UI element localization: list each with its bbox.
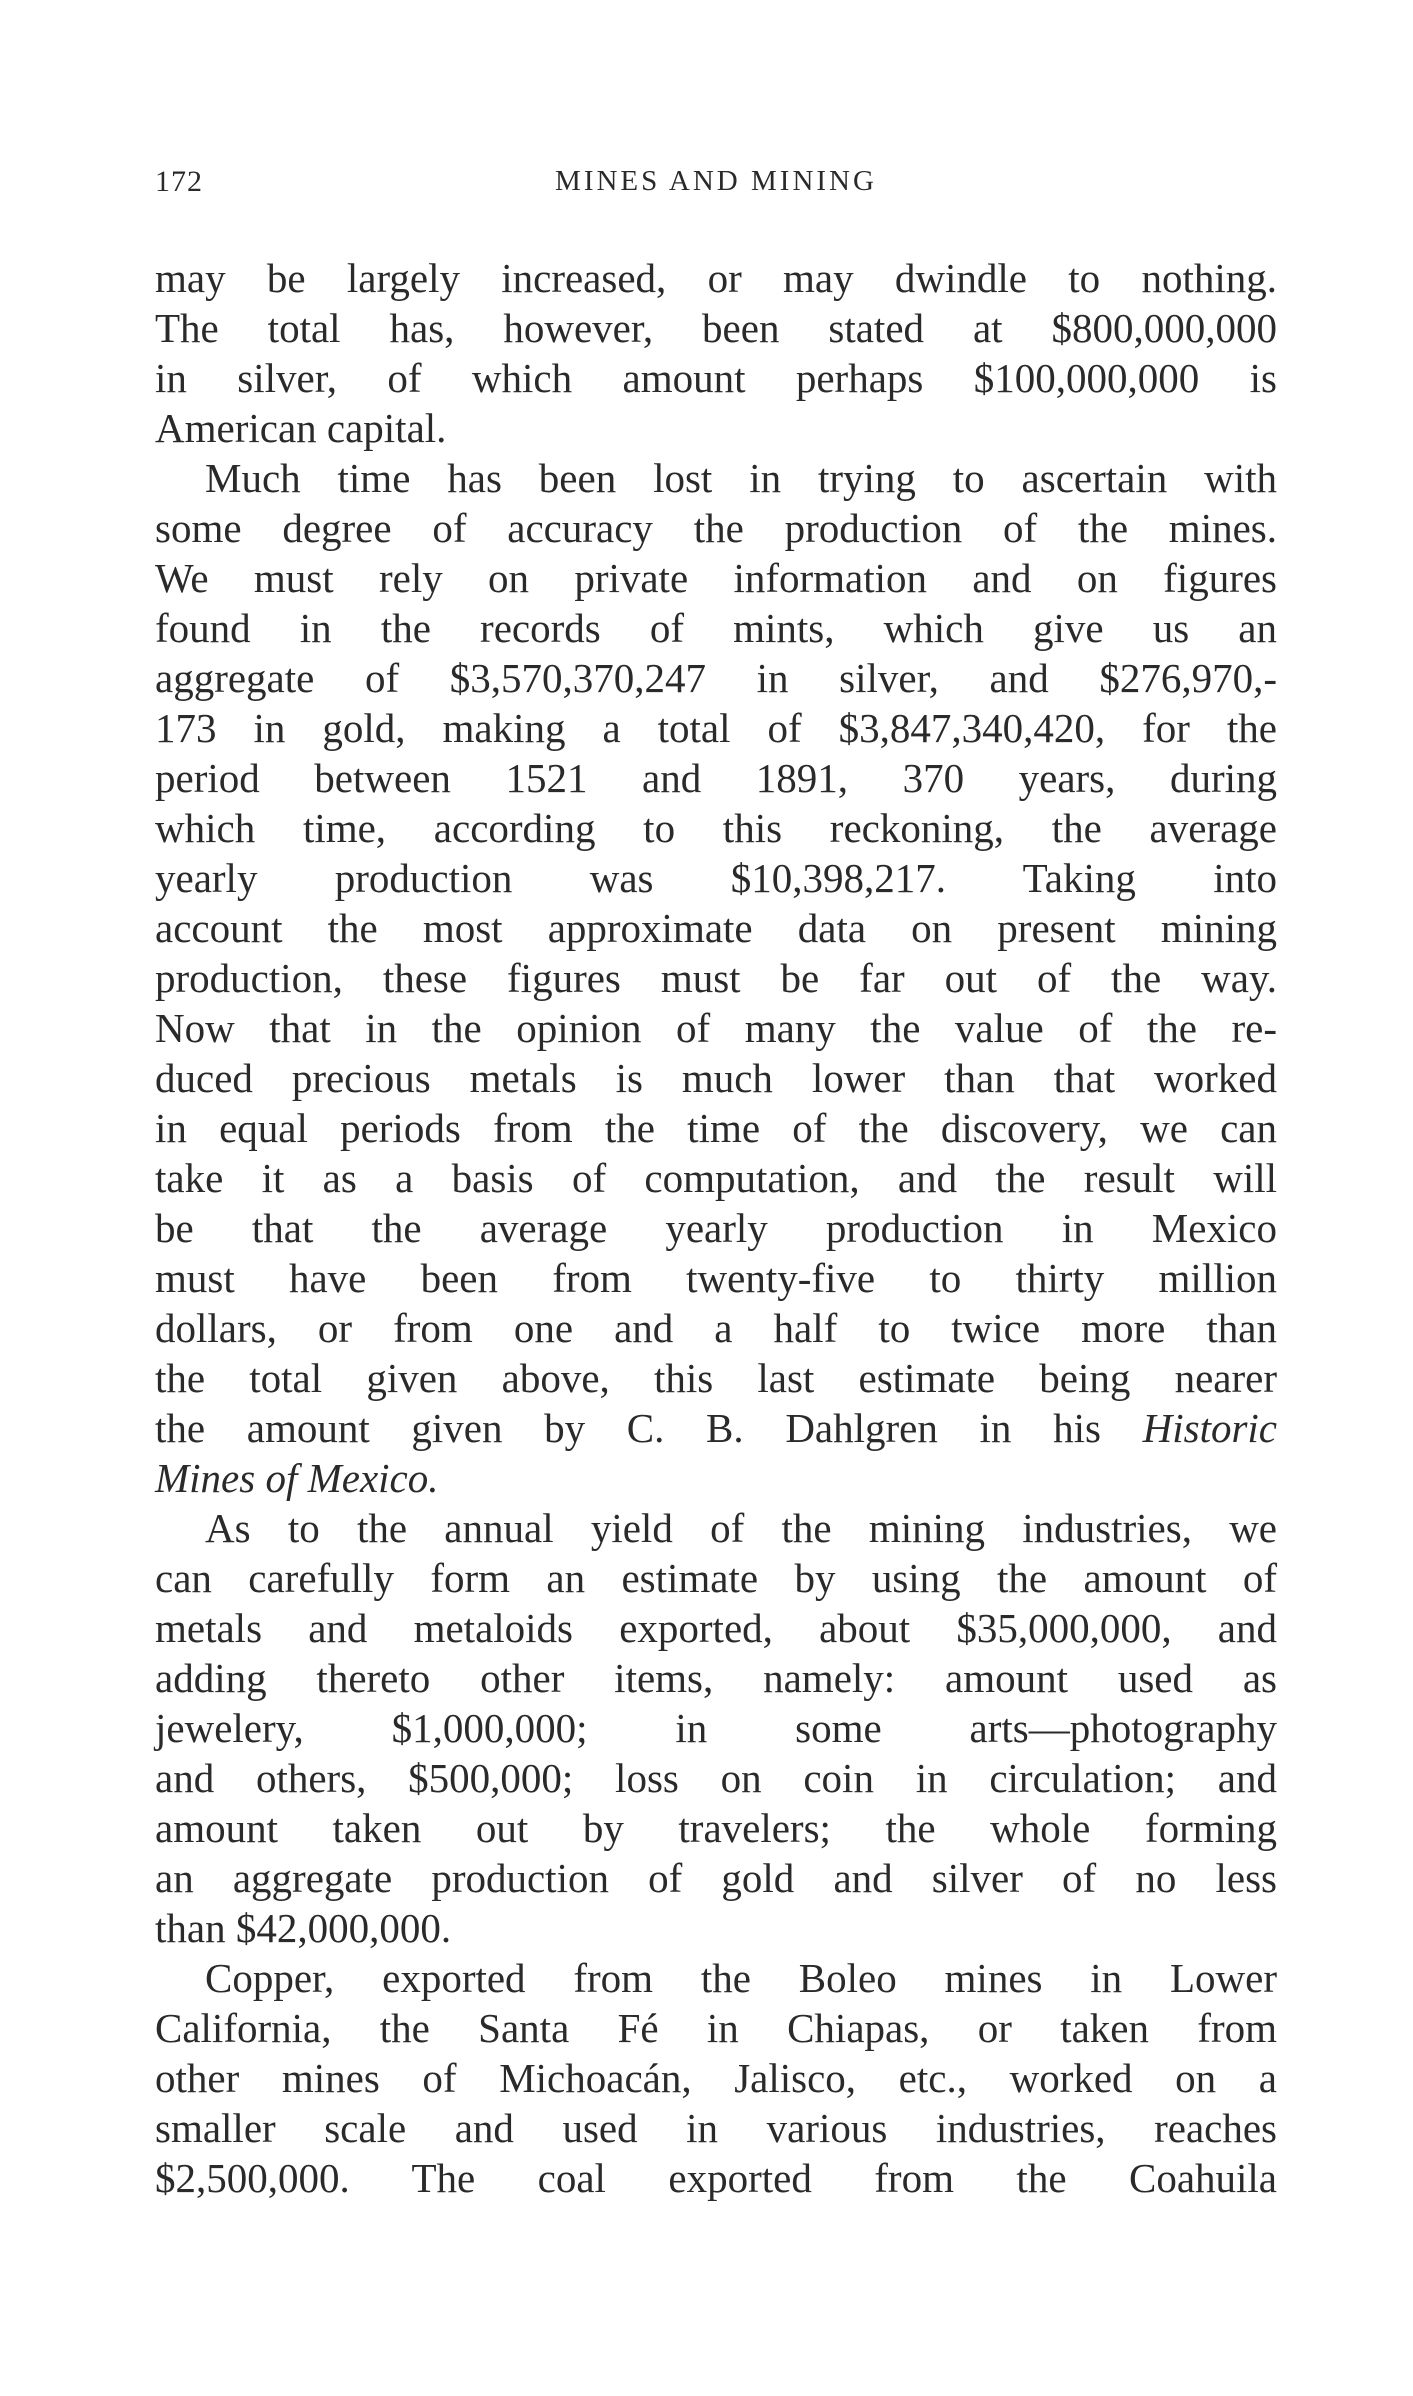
text-line: dollars, or from one and a half to twice more than (155, 1305, 1277, 1351)
text-line: can carefully form an estimate by using the amount of (155, 1555, 1277, 1601)
text-line: We must rely on private information and on figures (155, 555, 1277, 601)
running-title: MINES AND MINING (555, 165, 877, 197)
text-line: an aggregate production of gold and silver of no less (155, 1855, 1277, 1901)
text-line: period between 1521 and 1891, 370 years, during (155, 755, 1277, 801)
text-line: in silver, of which amount perhaps $100,000,000 is (155, 355, 1277, 401)
text-line: American capital. (155, 405, 447, 451)
text-line: California, the Santa Fé in Chiapas, or taken from (155, 2005, 1277, 2051)
text-line: yearly production was $10,398,217. Taking into (155, 855, 1277, 901)
text-line: aggregate of $3,570,370,247 in silver, and $276,970,- (155, 655, 1277, 701)
text-line (155, 1453, 1277, 1503)
text-line: other mines of Michoacán, Jalisco, etc., worked on a (155, 2055, 1277, 2101)
text-line: in equal periods from the time of the discovery, we can (155, 1105, 1277, 1151)
text-line: duced precious metals is much lower than that worked (155, 1055, 1277, 1101)
text-line: take it as a basis of computation, and the result will (155, 1155, 1277, 1201)
running-head (155, 165, 1277, 205)
text-line: metals and metaloids exported, about $35,000,000, and (155, 1605, 1277, 1651)
paragraph-start-line: As to the annual yield of the mining industries, we (205, 1505, 1277, 1551)
text-line: which time, according to this reckoning, the average (155, 805, 1277, 851)
text-line: must have been from twenty-five to thirty million (155, 1255, 1277, 1301)
text-line: the total given above, this last estimate being nearer (155, 1355, 1277, 1401)
paragraph-start-line: Much time has been lost in trying to ascertain with (205, 455, 1277, 501)
text-line: may be largely increased, or may dwindle to nothing. (155, 255, 1277, 301)
text-line: some degree of accuracy the production of the mines. (155, 505, 1277, 551)
text-line: production, these figures must be far out of the way. (155, 955, 1277, 1001)
text-line: The total has, however, been stated at $800,000,000 (155, 305, 1277, 351)
text-line: amount taken out by travelers; the whole forming (155, 1805, 1277, 1851)
book-title-part: Mines of Mexico. (155, 1455, 439, 1501)
text-line: adding thereto other items, namely: amount used as (155, 1655, 1277, 1701)
page-number: 172 (155, 165, 203, 198)
text-line: 173 in gold, making a total of $3,847,340,420, for the (155, 705, 1277, 751)
text-line: found in the records of mints, which give us an (155, 605, 1277, 651)
text-line: $2,500,000. The coal exported from the Coahuila (155, 2155, 1277, 2201)
body-text (155, 253, 1277, 2203)
text-line: and others, $500,000; loss on coin in circulation; and (155, 1755, 1277, 1801)
text-line: be that the average yearly production in Mexico (155, 1205, 1277, 1251)
text-line-with-title (155, 1403, 1277, 1453)
book-title-part: Historic (1142, 1405, 1278, 1451)
text-line: Now that in the opinion of many the value of the re- (155, 1005, 1277, 1051)
text-line: jewelery, $1,000,000; in some arts—photography (155, 1705, 1277, 1751)
paragraph-start-line: Copper, exported from the Boleo mines in Lower (205, 1955, 1277, 2001)
text-line: than $42,000,000. (155, 1905, 452, 1951)
text-line: smaller scale and used in various industries, reaches (155, 2105, 1277, 2151)
text-segment: the amount given by C. B. Dahlgren in his (155, 1405, 1101, 1451)
text-line: account the most approximate data on present mining (155, 905, 1277, 951)
